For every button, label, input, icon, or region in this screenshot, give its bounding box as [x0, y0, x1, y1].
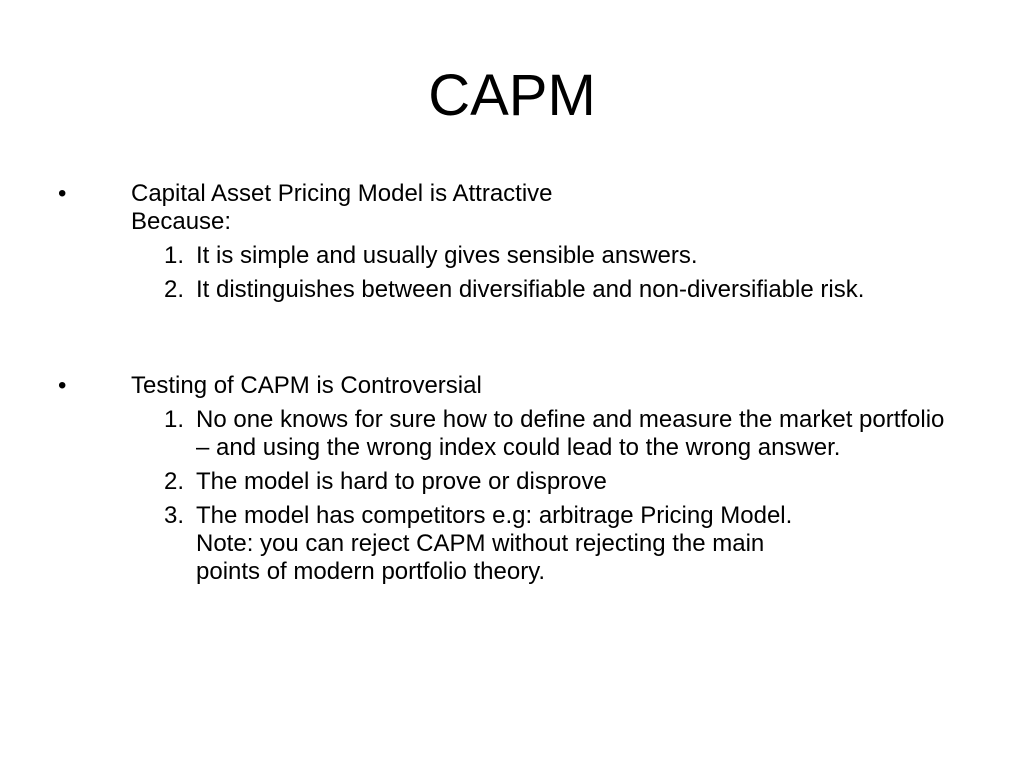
list-item — [164, 406, 954, 462]
bullet-heading: Capital Asset Pricing Model is Attractive Because: — [131, 180, 553, 235]
list-item-text: No one knows for sure how to define and measure the market portfolio – and using the wrong index could lead to the wrong answer. — [196, 406, 945, 461]
bullet-row — [58, 372, 958, 400]
bullet-icon: • — [58, 372, 67, 399]
list-item — [164, 502, 954, 586]
bullet-icon: • — [58, 180, 67, 207]
slide-title: CAPM — [428, 63, 596, 128]
numbered-list — [164, 406, 954, 586]
bullet-section-attractive — [58, 180, 958, 310]
bullet-row — [58, 180, 958, 236]
list-number: 2. — [164, 468, 185, 495]
list-item-text: The model is hard to prove or disprove — [196, 468, 607, 495]
bullet-heading: Testing of CAPM is Controversial — [131, 372, 482, 399]
list-number: 1. — [164, 242, 185, 269]
list-number: 1. — [164, 406, 185, 433]
list-item-text: It distinguishes between diversifiable and non-diversifiable risk. — [196, 276, 865, 303]
list-number: 3. — [164, 502, 185, 529]
bullet-section-controversial — [58, 372, 958, 592]
list-item — [164, 276, 954, 304]
numbered-list — [164, 242, 954, 304]
list-number: 2. — [164, 276, 185, 303]
list-item-text: It is simple and usually gives sensible answers. — [196, 242, 698, 269]
list-item — [164, 468, 954, 496]
list-item — [164, 242, 954, 270]
list-item-text: The model has competitors e.g: arbitrage Pricing Model. Note: you can reject CAPM without rejecting the main points of modern portfolio theory. — [196, 502, 793, 585]
